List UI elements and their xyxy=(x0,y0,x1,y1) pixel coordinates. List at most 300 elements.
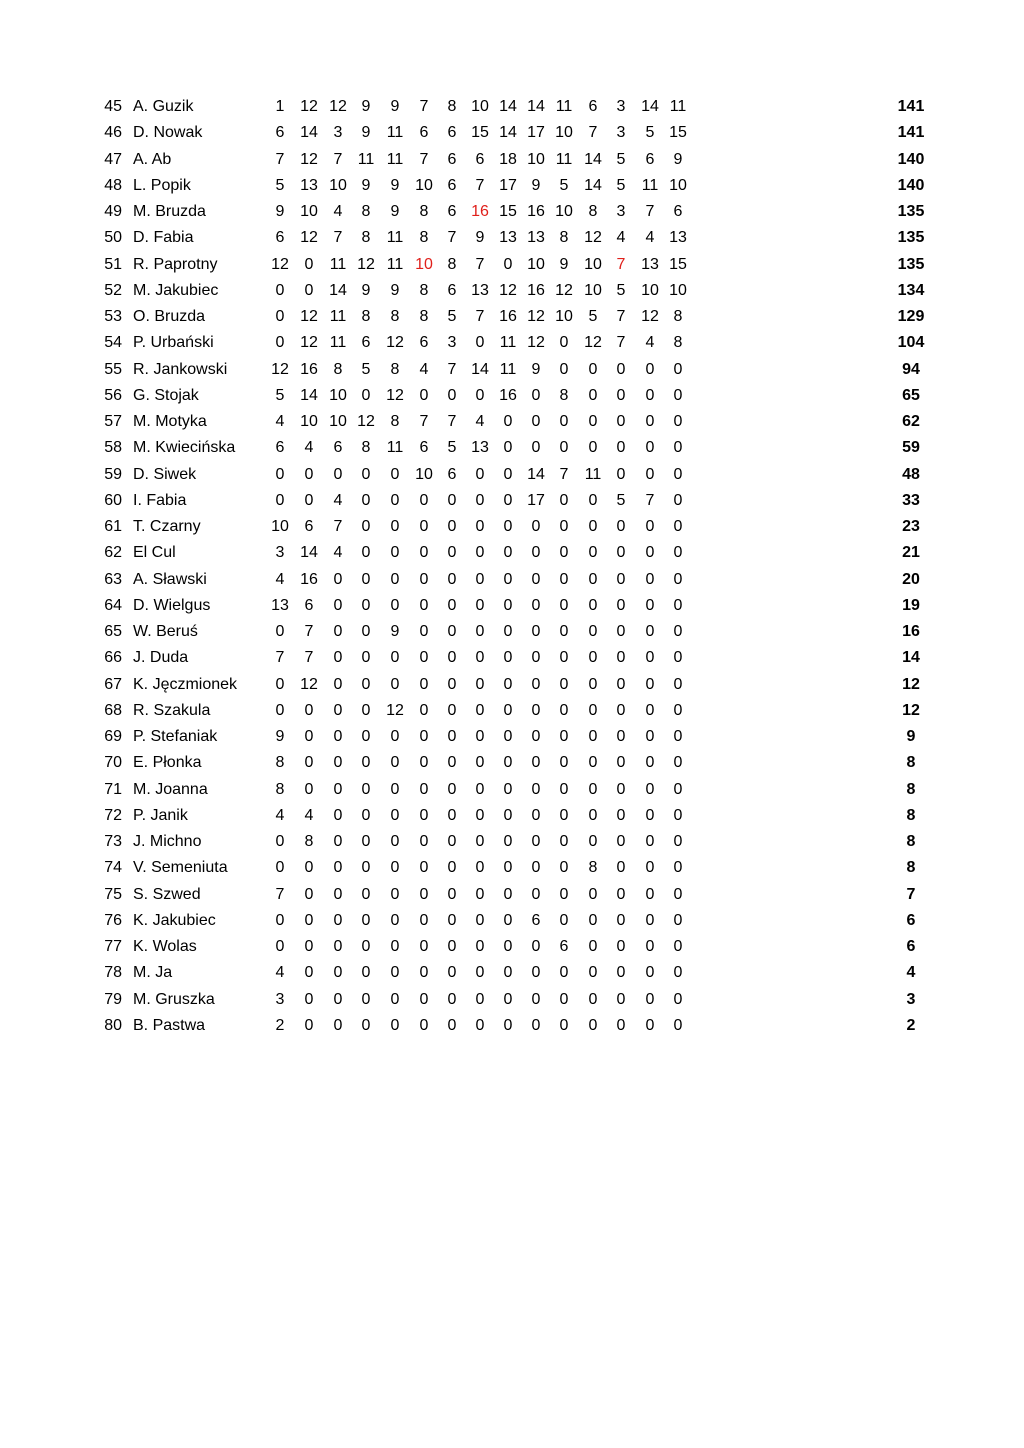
score-cell: 0 xyxy=(503,465,513,483)
score-cell: 0 xyxy=(531,413,541,430)
score-cell: 0 xyxy=(645,386,655,404)
score-cell: 0 xyxy=(531,990,541,1008)
score-cell: 0 xyxy=(503,570,513,588)
score-cell: 0 xyxy=(419,675,429,693)
score-cell: 16 xyxy=(471,203,489,220)
score-cell: 0 xyxy=(616,806,626,824)
total-cell: 33 xyxy=(902,491,920,509)
score-cell: 2 xyxy=(275,1016,285,1034)
score-cell: 11 xyxy=(329,255,347,273)
score-cell: 0 xyxy=(333,964,343,982)
score-cell: 8 xyxy=(361,203,371,220)
score-cell: 5 xyxy=(447,308,457,325)
score-cell: 0 xyxy=(531,885,541,903)
score-cell: 0 xyxy=(588,911,598,929)
score-cell: 5 xyxy=(645,124,655,142)
rank-cell: 66 xyxy=(104,649,122,667)
score-cell: 3 xyxy=(275,544,285,562)
score-cell: 0 xyxy=(559,439,569,457)
score-cell: 12 xyxy=(300,334,318,352)
score-cell: 0 xyxy=(447,728,457,745)
score-cell: 0 xyxy=(616,570,626,588)
score-cell: 0 xyxy=(333,570,343,588)
score-cell: 0 xyxy=(645,701,655,719)
score-cell: 4 xyxy=(275,413,285,430)
player-name-cell: D. Nowak xyxy=(133,124,203,142)
score-cell: 0 xyxy=(503,439,513,457)
score-cell: 11 xyxy=(329,308,347,325)
score-cell: 6 xyxy=(447,203,457,220)
score-cell: 0 xyxy=(475,701,485,719)
score-cell: 8 xyxy=(419,203,429,220)
score-cell: 0 xyxy=(559,754,569,772)
total-cell: 8 xyxy=(906,859,916,877)
score-cell: 0 xyxy=(419,859,429,877)
score-cell: 0 xyxy=(447,675,457,693)
score-cell: 0 xyxy=(475,623,485,640)
score-cell: 0 xyxy=(390,596,400,614)
score-cell: 0 xyxy=(503,491,513,509)
total-cell: 135 xyxy=(897,229,925,247)
score-cell: 0 xyxy=(616,544,626,562)
score-cell: 0 xyxy=(645,570,655,588)
player-name-cell: V. Semeniuta xyxy=(133,859,228,877)
score-cell: 3 xyxy=(333,124,343,142)
score-cell: 7 xyxy=(419,413,429,430)
score-cell: 10 xyxy=(669,281,687,299)
score-cell: 0 xyxy=(588,1016,598,1034)
player-name-cell: M. Ja xyxy=(133,964,173,982)
score-cell: 0 xyxy=(503,833,513,850)
score-cell: 12 xyxy=(300,675,318,693)
score-cell: 0 xyxy=(673,623,683,640)
player-name-cell: M. Motyka xyxy=(133,413,207,430)
score-cell: 0 xyxy=(588,885,598,903)
score-cell: 0 xyxy=(275,281,285,299)
score-cell: 0 xyxy=(503,780,513,798)
score-cell: 7 xyxy=(447,413,457,430)
total-cell: 62 xyxy=(902,413,920,430)
total-cell: 14 xyxy=(902,649,920,667)
score-cell: 5 xyxy=(559,176,569,194)
score-cell: 0 xyxy=(275,859,285,877)
score-cell: 0 xyxy=(588,518,598,535)
score-cell: 15 xyxy=(669,124,687,142)
score-cell: 0 xyxy=(588,413,598,430)
score-cell: 0 xyxy=(475,885,485,903)
rank-cell: 61 xyxy=(104,518,122,535)
score-cell: 6 xyxy=(275,229,285,247)
table-row xyxy=(0,960,1024,986)
score-cell: 0 xyxy=(361,518,371,535)
score-cell: 10 xyxy=(471,98,489,115)
score-cell: 14 xyxy=(584,150,602,168)
score-cell: 14 xyxy=(300,544,318,562)
score-cell: 12 xyxy=(357,255,375,273)
score-cell: 17 xyxy=(527,124,545,142)
score-cell: 0 xyxy=(503,885,513,903)
score-cell: 0 xyxy=(531,544,541,562)
score-cell: 9 xyxy=(390,203,400,220)
total-cell: 8 xyxy=(906,806,916,824)
score-cell: 0 xyxy=(645,964,655,982)
score-cell: 0 xyxy=(503,675,513,693)
score-cell: 10 xyxy=(271,518,289,535)
score-cell: 0 xyxy=(333,675,343,693)
score-cell: 0 xyxy=(333,938,343,955)
score-cell: 0 xyxy=(304,465,314,483)
score-cell: 0 xyxy=(673,570,683,588)
score-cell: 0 xyxy=(390,675,400,693)
score-cell: 0 xyxy=(361,754,371,772)
score-cell: 0 xyxy=(616,728,626,745)
score-cell: 8 xyxy=(361,229,371,247)
score-cell: 0 xyxy=(390,780,400,798)
score-cell: 0 xyxy=(588,360,598,378)
score-cell: 0 xyxy=(673,990,683,1008)
score-cell: 0 xyxy=(588,833,598,850)
score-cell: 0 xyxy=(475,570,485,588)
score-cell: 6 xyxy=(588,98,598,115)
score-cell: 0 xyxy=(559,728,569,745)
table-row xyxy=(0,409,1024,435)
score-cell: 0 xyxy=(616,623,626,640)
rank-cell: 77 xyxy=(104,938,122,955)
score-cell: 0 xyxy=(588,701,598,719)
score-cell: 13 xyxy=(499,229,517,247)
rank-cell: 72 xyxy=(104,806,122,824)
table-row xyxy=(0,120,1024,146)
score-cell: 7 xyxy=(333,150,343,168)
score-cell: 1 xyxy=(275,98,285,115)
table-row xyxy=(0,383,1024,409)
score-cell: 0 xyxy=(390,518,400,535)
score-cell: 0 xyxy=(419,780,429,798)
score-cell: 11 xyxy=(386,255,404,273)
total-cell: 7 xyxy=(906,885,916,903)
score-cell: 0 xyxy=(645,728,655,745)
score-cell: 13 xyxy=(641,255,659,273)
score-cell: 9 xyxy=(390,98,400,115)
score-cell: 0 xyxy=(673,386,683,404)
score-cell: 0 xyxy=(588,780,598,798)
score-cell: 0 xyxy=(673,1016,683,1034)
score-cell: 5 xyxy=(361,360,371,378)
score-cell: 0 xyxy=(673,911,683,929)
rank-cell: 50 xyxy=(104,229,122,247)
score-cell: 4 xyxy=(275,964,285,982)
rank-cell: 56 xyxy=(104,386,122,404)
score-cell: 5 xyxy=(275,176,285,194)
score-cell: 9 xyxy=(275,203,285,220)
score-cell: 5 xyxy=(616,150,626,168)
rank-cell: 70 xyxy=(104,754,122,772)
score-cell: 0 xyxy=(616,649,626,667)
score-cell: 11 xyxy=(499,334,517,352)
score-cell: 0 xyxy=(475,728,485,745)
score-cell: 11 xyxy=(669,98,687,115)
score-cell: 11 xyxy=(357,150,375,168)
score-cell: 7 xyxy=(475,176,485,194)
score-cell: 0 xyxy=(333,728,343,745)
score-cell: 3 xyxy=(275,990,285,1008)
score-cell: 9 xyxy=(361,98,371,115)
score-cell: 0 xyxy=(475,544,485,562)
score-cell: 0 xyxy=(588,570,598,588)
table-row xyxy=(0,829,1024,855)
score-cell: 5 xyxy=(616,281,626,299)
score-cell: 0 xyxy=(275,833,285,850)
score-cell: 0 xyxy=(616,465,626,483)
score-cell: 0 xyxy=(503,701,513,719)
score-cell: 0 xyxy=(304,885,314,903)
score-cell: 0 xyxy=(531,649,541,667)
score-cell: 0 xyxy=(361,623,371,640)
score-cell: 14 xyxy=(499,124,517,142)
score-cell: 0 xyxy=(475,1016,485,1034)
score-cell: 3 xyxy=(616,98,626,115)
rank-cell: 62 xyxy=(104,544,122,562)
score-cell: 6 xyxy=(275,439,285,457)
score-cell: 0 xyxy=(419,518,429,535)
score-cell: 6 xyxy=(419,124,429,142)
score-cell: 0 xyxy=(503,754,513,772)
score-cell: 0 xyxy=(673,675,683,693)
score-cell: 0 xyxy=(361,859,371,877)
score-cell: 6 xyxy=(361,334,371,352)
score-cell: 0 xyxy=(503,728,513,745)
score-cell: 0 xyxy=(390,1016,400,1034)
score-cell: 8 xyxy=(673,334,683,352)
score-cell: 8 xyxy=(447,98,457,115)
score-cell: 0 xyxy=(531,938,541,955)
score-cell: 0 xyxy=(447,596,457,614)
score-cell: 0 xyxy=(503,859,513,877)
score-cell: 0 xyxy=(361,596,371,614)
score-cell: 13 xyxy=(527,229,545,247)
score-cell: 0 xyxy=(559,964,569,982)
table-row xyxy=(0,698,1024,724)
score-cell: 0 xyxy=(390,964,400,982)
score-cell: 0 xyxy=(559,623,569,640)
score-cell: 12 xyxy=(386,701,404,719)
score-cell: 0 xyxy=(475,938,485,955)
score-cell: 0 xyxy=(588,964,598,982)
table-row xyxy=(0,514,1024,540)
score-cell: 9 xyxy=(361,176,371,194)
score-cell: 0 xyxy=(390,570,400,588)
score-cell: 7 xyxy=(616,308,626,325)
score-cell: 8 xyxy=(447,255,457,273)
score-cell: 0 xyxy=(616,360,626,378)
score-cell: 0 xyxy=(475,833,485,850)
score-cell: 0 xyxy=(304,859,314,877)
score-cell: 10 xyxy=(584,281,602,299)
score-cell: 0 xyxy=(447,623,457,640)
score-cell: 0 xyxy=(475,491,485,509)
score-cell: 0 xyxy=(390,938,400,955)
score-cell: 9 xyxy=(531,360,541,378)
score-cell: 0 xyxy=(503,413,513,430)
score-cell: 10 xyxy=(300,413,318,430)
score-cell: 8 xyxy=(333,360,343,378)
score-cell: 0 xyxy=(673,439,683,457)
score-cell: 10 xyxy=(415,255,433,273)
score-cell: 0 xyxy=(447,990,457,1008)
score-cell: 0 xyxy=(673,780,683,798)
score-cell: 0 xyxy=(503,596,513,614)
score-cell: 7 xyxy=(275,649,285,667)
score-cell: 9 xyxy=(275,728,285,745)
player-name-cell: K. Wolas xyxy=(133,938,197,955)
rank-cell: 49 xyxy=(104,203,122,220)
score-cell: 0 xyxy=(275,938,285,955)
score-cell: 0 xyxy=(304,728,314,745)
score-cell: 0 xyxy=(361,675,371,693)
rank-cell: 55 xyxy=(104,360,122,378)
score-cell: 7 xyxy=(475,308,485,325)
score-cell: 16 xyxy=(527,281,545,299)
score-cell: 0 xyxy=(419,938,429,955)
score-cell: 4 xyxy=(275,570,285,588)
score-cell: 0 xyxy=(419,1016,429,1034)
table-row xyxy=(0,1013,1024,1039)
player-name-cell: M. Bruzda xyxy=(133,203,206,220)
score-cell: 0 xyxy=(559,701,569,719)
score-cell: 0 xyxy=(673,806,683,824)
score-cell: 10 xyxy=(555,308,573,325)
score-cell: 12 xyxy=(300,150,318,168)
table-row xyxy=(0,619,1024,645)
rank-cell: 47 xyxy=(104,150,122,168)
score-cell: 6 xyxy=(333,439,343,457)
score-cell: 0 xyxy=(333,911,343,929)
score-cell: 0 xyxy=(447,859,457,877)
score-cell: 7 xyxy=(645,491,655,509)
score-cell: 15 xyxy=(499,203,517,220)
score-cell: 0 xyxy=(531,570,541,588)
score-cell: 0 xyxy=(559,1016,569,1034)
score-cell: 11 xyxy=(641,176,659,194)
score-cell: 0 xyxy=(531,859,541,877)
score-cell: 0 xyxy=(475,465,485,483)
score-cell: 6 xyxy=(447,465,457,483)
score-cell: 6 xyxy=(447,176,457,194)
score-cell: 0 xyxy=(361,491,371,509)
total-cell: 104 xyxy=(897,334,925,352)
score-cell: 0 xyxy=(419,701,429,719)
score-cell: 12 xyxy=(584,229,602,247)
score-cell: 0 xyxy=(447,806,457,824)
score-cell: 3 xyxy=(447,334,457,352)
player-name-cell: L. Popik xyxy=(133,176,191,194)
score-cell: 0 xyxy=(361,1016,371,1034)
score-cell: 10 xyxy=(329,176,347,194)
score-cell: 0 xyxy=(559,911,569,929)
score-cell: 10 xyxy=(415,465,433,483)
player-name-cell: M. Kwiecińska xyxy=(133,439,236,457)
score-cell: 0 xyxy=(645,649,655,667)
score-cell: 0 xyxy=(645,596,655,614)
score-cell: 12 xyxy=(329,98,347,115)
table-row xyxy=(0,278,1024,304)
total-cell: 94 xyxy=(902,360,920,378)
score-cell: 0 xyxy=(673,649,683,667)
score-cell: 4 xyxy=(275,806,285,824)
rank-cell: 73 xyxy=(104,833,122,850)
score-cell: 0 xyxy=(616,701,626,719)
score-cell: 11 xyxy=(386,439,404,457)
score-cell: 0 xyxy=(390,754,400,772)
score-cell: 8 xyxy=(419,308,429,325)
score-cell: 16 xyxy=(300,570,318,588)
score-cell: 7 xyxy=(419,98,429,115)
score-cell: 10 xyxy=(555,203,573,220)
player-name-cell: I. Fabia xyxy=(133,491,187,509)
rank-cell: 76 xyxy=(104,911,122,929)
score-cell: 7 xyxy=(304,649,314,667)
score-cell: 0 xyxy=(447,938,457,955)
score-cell: 7 xyxy=(275,150,285,168)
total-cell: 20 xyxy=(902,570,920,588)
score-cell: 0 xyxy=(673,833,683,850)
score-cell: 0 xyxy=(390,728,400,745)
score-cell: 0 xyxy=(333,701,343,719)
score-cell: 0 xyxy=(531,964,541,982)
score-cell: 0 xyxy=(588,649,598,667)
score-cell: 13 xyxy=(271,596,289,614)
player-name-cell: R. Szakula xyxy=(133,701,211,719)
score-cell: 0 xyxy=(616,780,626,798)
rank-cell: 74 xyxy=(104,859,122,877)
table-row xyxy=(0,199,1024,225)
score-cell: 10 xyxy=(329,386,347,404)
score-cell: 12 xyxy=(584,334,602,352)
score-cell: 6 xyxy=(447,124,457,142)
score-cell: 0 xyxy=(559,491,569,509)
score-cell: 0 xyxy=(588,938,598,955)
score-cell: 0 xyxy=(475,518,485,535)
rank-cell: 45 xyxy=(104,98,122,115)
score-cell: 0 xyxy=(503,964,513,982)
score-cell: 11 xyxy=(584,465,602,483)
score-cell: 0 xyxy=(475,859,485,877)
score-cell: 10 xyxy=(415,176,433,194)
score-cell: 0 xyxy=(645,780,655,798)
score-cell: 0 xyxy=(390,491,400,509)
score-cell: 0 xyxy=(333,649,343,667)
score-cell: 9 xyxy=(531,176,541,194)
score-cell: 8 xyxy=(673,308,683,325)
score-cell: 0 xyxy=(333,1016,343,1034)
score-cell: 0 xyxy=(559,544,569,562)
rank-cell: 46 xyxy=(104,124,122,142)
table-row xyxy=(0,672,1024,698)
score-cell: 0 xyxy=(361,938,371,955)
total-cell: 12 xyxy=(902,701,920,719)
score-cell: 0 xyxy=(503,1016,513,1034)
score-cell: 12 xyxy=(499,281,517,299)
score-cell: 5 xyxy=(275,386,285,404)
total-cell: 140 xyxy=(897,150,925,168)
score-cell: 0 xyxy=(361,649,371,667)
score-cell: 10 xyxy=(300,203,318,220)
score-cell: 0 xyxy=(503,806,513,824)
player-name-cell: S. Szwed xyxy=(133,885,201,903)
score-cell: 0 xyxy=(503,623,513,640)
score-cell: 0 xyxy=(503,255,513,273)
total-cell: 141 xyxy=(897,98,925,115)
